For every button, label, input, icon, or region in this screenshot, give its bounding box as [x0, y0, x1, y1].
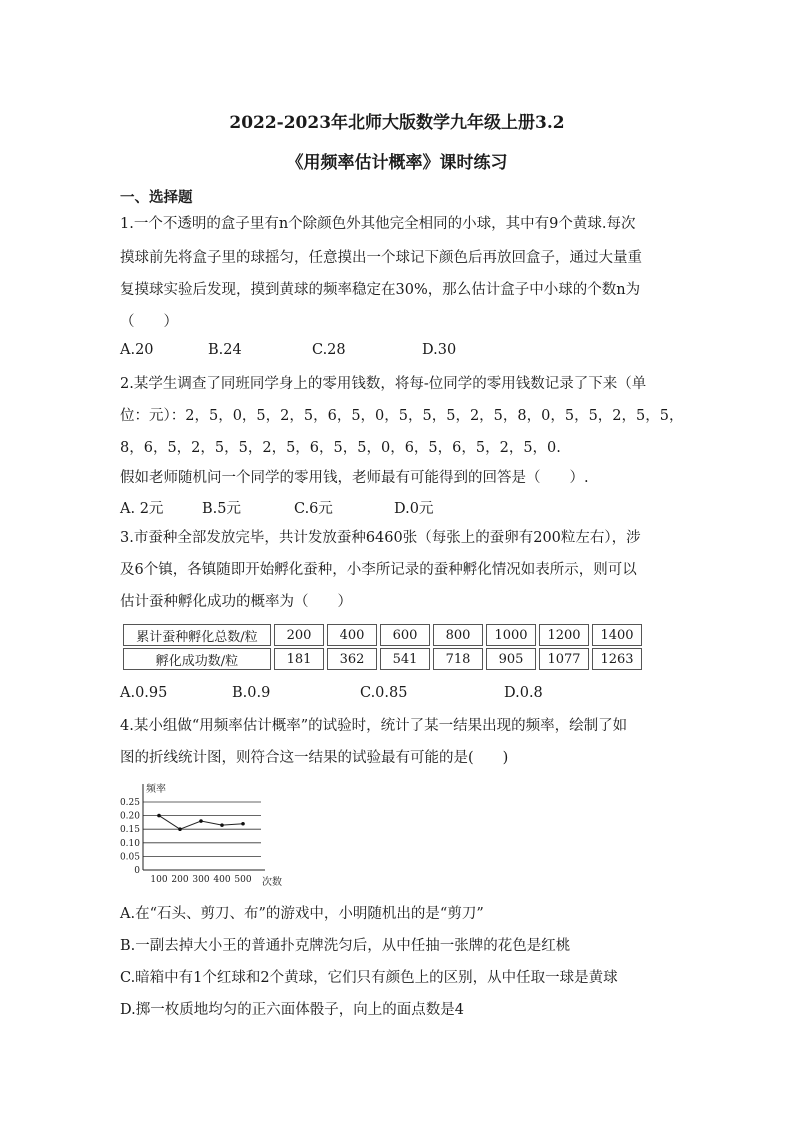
- q2-option-c: C.6元: [294, 501, 333, 517]
- y-tick-label: 0: [134, 866, 140, 876]
- q4-line: 图的折线统计图，则符合这一结果的试验最有可能的是( ): [120, 750, 509, 766]
- table-cell: 1400: [592, 624, 642, 646]
- q2-line: 8，6，5，2，5，5，2，5，6，5，5，0，6，5，6，5，2，5，0.: [120, 440, 561, 456]
- table-row: [123, 648, 642, 670]
- y-tick-labels: [120, 798, 140, 876]
- table-cell: 905: [486, 648, 536, 670]
- q1-line: 1.一个不透明的盒子里有n个除颜色外其他完全相同的小球，其中有9个黄球.每次: [120, 216, 636, 232]
- x-tick-label: 500: [234, 875, 252, 885]
- x-tick-label: 300: [192, 875, 210, 885]
- table-cell: 600: [380, 624, 430, 646]
- table-row: [123, 624, 642, 646]
- q1-option-c: C.28: [312, 342, 346, 358]
- q2-option-d: D.0元: [394, 501, 434, 517]
- q2-option-b: B.5元: [202, 501, 241, 517]
- q1-option-d: D.30: [422, 342, 457, 358]
- q1-line: （ ）: [120, 314, 178, 330]
- table-cell: 181: [274, 648, 324, 670]
- table-cell: 1077: [539, 648, 589, 670]
- y-tick-label: 0.05: [119, 852, 140, 863]
- table-cell: 541: [380, 648, 430, 670]
- table-row-header: 累计蚕种孵化总数/粒: [123, 624, 271, 646]
- table-cell: 1263: [592, 648, 642, 670]
- data-point: [241, 822, 245, 826]
- q1-line: 复摸球实验后发现，摸到黄球的频率稳定在30%，那么估计盒子中小球的个数n为: [120, 282, 641, 298]
- q3-line: 3.市蚕种全部发放完毕，共计发放蚕种6460张（每张上的蚕卵有200粒左右），涉: [120, 530, 641, 546]
- table-cell: 400: [327, 624, 377, 646]
- data-point: [220, 823, 224, 827]
- chart-grid: [143, 802, 261, 856]
- y-tick-label: 0.10: [119, 838, 140, 849]
- title-line-1: 2022-2023年北师大版数学九年级上册3.2: [229, 113, 565, 133]
- q3-line: 估计蚕种孵化成功的概率为（ ）: [120, 594, 352, 610]
- data-point: [157, 814, 161, 818]
- data-point: [178, 827, 182, 831]
- q3-option-a: A.0.95: [120, 685, 168, 701]
- x-tick-labels: [150, 875, 251, 885]
- title-line-2: 《用频率估计概率》课时练习: [286, 153, 508, 173]
- table-cell: 1000: [486, 624, 536, 646]
- y-axis-label: 频率: [146, 784, 166, 795]
- q2-line: 2.某学生调查了同班同学身上的零用钱数，将每-位同学的零用钱数记录了下来（单: [120, 376, 647, 392]
- x-tick-label: 100: [150, 875, 168, 885]
- q3-option-b: B.0.9: [232, 685, 271, 701]
- table-cell: 362: [327, 648, 377, 670]
- frequency-line-chart: [115, 778, 305, 890]
- q4-option-b: B.一副去掉大小王的普通扑克牌洗匀后，从中任抽一张牌的花色是红桃: [120, 938, 571, 954]
- table-row-header: 孵化成功数/粒: [123, 648, 271, 670]
- q3-option-d: D.0.8: [504, 685, 543, 701]
- q4-option-a: A.在“石头、剪刀、布”的游戏中，小明随机出的是“剪刀”: [120, 906, 484, 922]
- q2-option-a: A. 2元: [120, 501, 164, 517]
- data-point: [199, 819, 203, 823]
- table-cell: 800: [433, 624, 483, 646]
- chart-axes: [143, 784, 265, 870]
- q2-line: 位：元）：2，5，0，5，2，5，6，5，0，5，5，5，2，5，8，0，5，5，2，5，5，: [120, 408, 684, 424]
- q4-option-d: D.掷一枚质地均匀的正六面体骰子，向上的面点数是4: [120, 1002, 464, 1018]
- q4-option-c: C.暗箱中有1个红球和2个黄球，它们只有颜色上的区别，从中任取一球是黄球: [120, 970, 618, 986]
- q4-line: 4.某小组做“用频率估计概率”的试验时，统计了某一结果出现的频率，绘制了如: [120, 718, 628, 734]
- table-cell: 200: [274, 624, 324, 646]
- table-cell: 1200: [539, 624, 589, 646]
- y-tick-label: 0.25: [119, 798, 140, 808]
- x-tick-label: 400: [213, 875, 231, 885]
- x-tick-label: 200: [171, 875, 189, 885]
- q3-line: 及6个镇，各镇随即开始孵化蚕种，小李所记录的蚕种孵化情况如表所示，则可以: [120, 562, 637, 578]
- q3-option-c: C.0.85: [360, 685, 408, 701]
- q1-line: 摸球前先将盒子里的球摇匀，任意摸出一个球记下颜色后再放回盒子，通过大量重: [120, 250, 642, 266]
- table-cell: 718: [433, 648, 483, 670]
- q1-option-a: A.20: [120, 342, 154, 358]
- q1-option-b: B.24: [208, 342, 242, 358]
- q2-line: 假如老师随机问一个同学的零用钱，老师最有可能得到的回答是（ ）.: [120, 470, 589, 486]
- y-tick-label: 0.20: [119, 811, 140, 822]
- section-heading: 一、选择题: [120, 189, 193, 206]
- hatching-table: [120, 622, 645, 672]
- x-axis-label: 次数: [262, 877, 282, 888]
- y-tick-label: 0.15: [119, 825, 140, 836]
